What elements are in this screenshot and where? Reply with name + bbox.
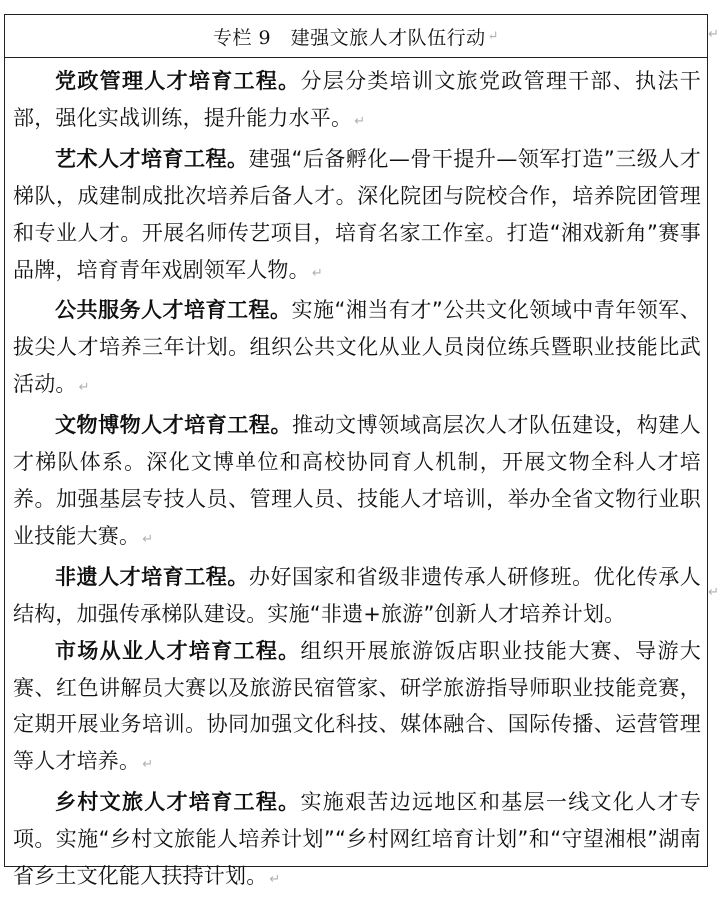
- column-box: [4, 14, 708, 889]
- paragraph-mark-icon: ↵: [487, 28, 500, 44]
- paragraph-text: 实施艰苦边远地区和基层一线文化人才专项。实施“乡村文旅能人培养计划”“乡村网红培育计划”和“守望湘根”湖南省乡土文化能人扶持计划。: [13, 790, 701, 889]
- paragraph-text: 办好国家和省级非遗传承人研修班。优化传承人结构，加强传承梯队建设。实施“非遗+旅游”创新人才培养计划。: [13, 564, 701, 626]
- paragraph-lead: 公共服务人才培育工程。: [55, 298, 292, 323]
- column-title: 专栏 9 建强文旅人才队伍行动: [212, 26, 486, 49]
- paragraph-cultural-relics: [13, 407, 701, 559]
- paragraph-mark-icon: ↵: [142, 531, 154, 547]
- paragraph-text: 推动文博领域高层次人才队伍建设，构建人才梯队体系。深化文博单位和高校协同育人机制，开展文物全科人才培养。加强基层专技人员、管理人员、技能人才培训，举办全省文物行业职业技能大赛。: [13, 413, 701, 548]
- paragraph-mark-icon: ↵: [142, 757, 154, 773]
- paragraph-rural-tourism: [13, 784, 701, 899]
- column-header: [5, 15, 707, 58]
- paragraph-lead: 非遗人才培育工程。: [55, 564, 249, 589]
- paragraph-mark-icon: ↵: [354, 113, 366, 129]
- paragraph-market-practitioners: [13, 633, 701, 785]
- paragraph-text: 分层分类培训文旅党政管理干部、执法干部，强化实战训练，提升能力水平。: [13, 69, 701, 130]
- paragraph-lead: 党政管理人才培育工程。: [55, 69, 301, 93]
- paragraph-text: 组织开展旅游饭店职业技能大赛、导游大赛、红色讲解员大赛以及旅游民宿管家、研学旅游指导师职业技能竞赛，定期开展业务培训。协同加强文化科技、媒体融合、国际传播、运营管理等人才培养。: [13, 638, 701, 774]
- paragraph-text: 建强“后备孵化—骨干提升—领军打造”三级人才梯队，成建制成批次培养后备人才。深化院团与院校合作，培养院团管理和专业人才。开展名师传艺项目，培育名家工作室。打造“湘戏新角”赛事品牌，培育青年戏剧领军人物。: [13, 146, 701, 282]
- paragraph-party-admin: [13, 63, 701, 141]
- paragraph-lead: 市场从业人才培育工程。: [55, 638, 301, 663]
- paragraph-mark-icon: ↵: [269, 872, 281, 888]
- paragraph-public-service: [13, 292, 701, 407]
- paragraph-lead: 文物博物人才培育工程。: [55, 413, 292, 438]
- paragraph-mark-icon: ↵: [708, 27, 719, 42]
- paragraph-text: 实施“湘当有才”公共文化领域中青年领军、拔尖人才培养三年计划。组织公共文化从业人员岗位练兵暨职业技能比武活动。: [13, 298, 701, 397]
- paragraph-arts: [13, 141, 701, 293]
- paragraph-mark-icon: ↵: [708, 585, 719, 600]
- paragraph-mark-icon: ↵: [78, 380, 90, 396]
- column-content: [5, 58, 707, 899]
- paragraph-lead: 乡村文旅人才培育工程。: [55, 790, 301, 815]
- paragraph-intangible-heritage: [13, 559, 701, 633]
- paragraph-mark-icon: ↵: [311, 265, 323, 281]
- paragraph-lead: 艺术人才培育工程。: [55, 146, 249, 171]
